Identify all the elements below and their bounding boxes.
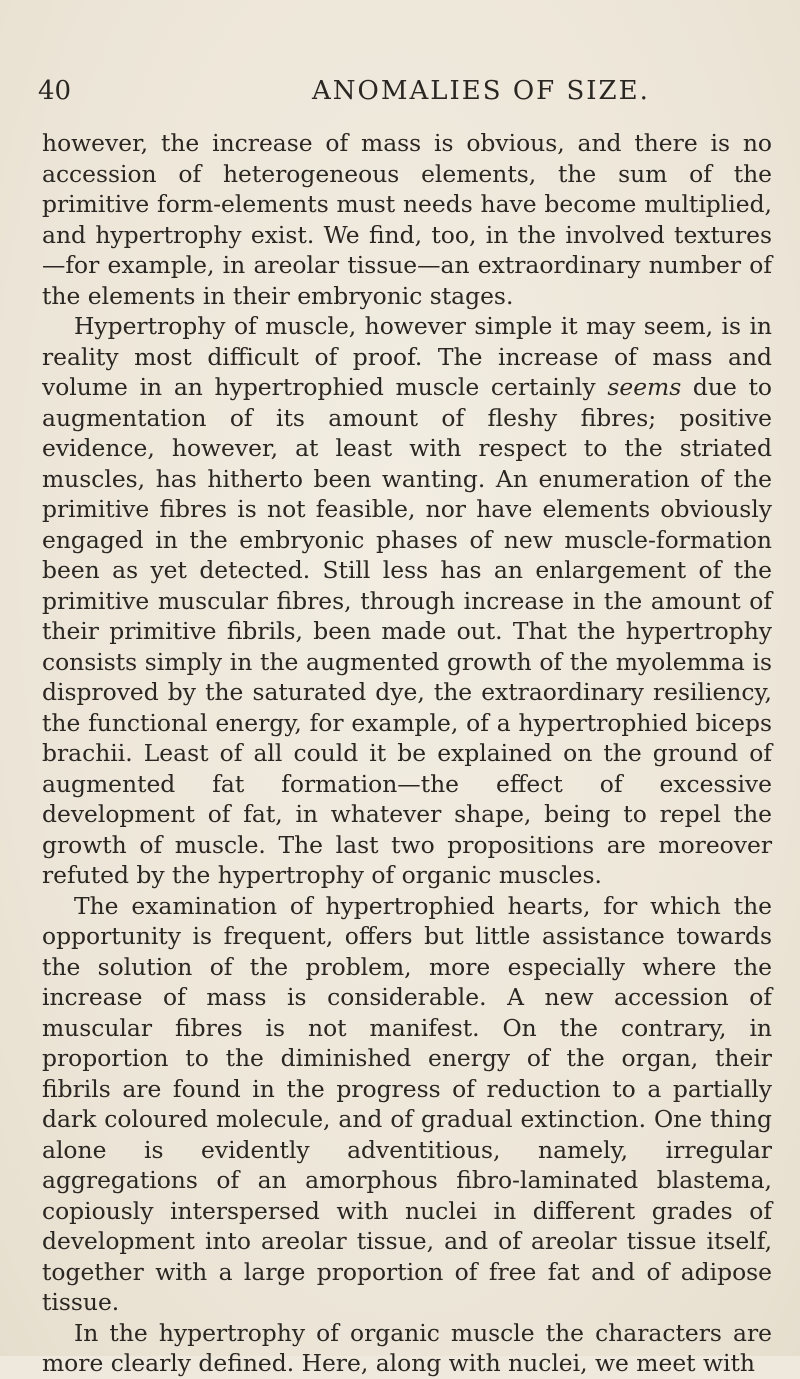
paragraph-2-start: Hypertrophy of muscle, however simple it may seem, is in reality most difficult of proof. The increase of mass and volume in an hypertrophied muscle certainly <box>42 312 772 401</box>
paragraph-2-emphasis: seems <box>607 373 682 401</box>
paragraph-4: In the hypertrophy of organic muscle the characters are more clearly defined. Here, along with nuclei, we meet with <box>42 1318 772 1377</box>
paragraph-2-rest: due to augmentation of its amount of fleshy fibres; positive evidence, however, at least with respect to the striated muscles, has hitherto been wanting. An enumeration of the primitive fibres is not feasible, nor have elements obviously engaged in the embryonic phases of new muscle-formation been as yet detected. Still less has an enlargement of the primitive muscular fibres, through increase in the amount of their primitive fibrils, been made out. That the hypertrophy consists simply in the augmented growth of the myolemma is disproved by the saturated dye, the extraordinary resiliency, the functional energy, for example, of a hypertrophied biceps brachii. Least of all could it be explained on the ground of augmented fat formation—the effect of excessive development of fat, in whatever shape, being to repel the growth of muscle. The last two propositions are moreover refuted by the hypertrophy of organic muscles. <box>42 373 773 889</box>
page-header <box>0 76 800 116</box>
page-number: 40 <box>38 76 72 106</box>
paragraph-2 <box>42 311 772 891</box>
body-text <box>42 128 772 1379</box>
paragraph-1: however, the increase of mass is obvious, and there is no accession of heterogeneous elements, the sum of the primitive form-elements must needs have become multiplied, and hypertrophy exist. We find, too, in the involved textures—for example, in areolar tissue—an extraordinary number of the elements in their embryonic stages. <box>42 129 772 310</box>
paragraph-3: The examination of hypertrophied hearts, for which the opportunity is frequent, offers but little assistance towards the solution of the problem, more especially where the increase of mass is considerable. A new accession of muscular fibres is not manifest. On the contrary, in proportion to the diminished energy of the organ, their fibrils are found in the progress of reduction to a partially dark coloured molecule, and of gradual extinction. One thing alone is evidently adventitious, namely, irregular aggregations of an amorphous fibro-laminated blastema, copiously interspersed with nuclei in different grades of development into areolar tissue, and of areolar tissue itself, together with a large proportion of free fat and of adipose tissue. <box>42 891 772 1316</box>
running-title: ANOMALIES OF SIZE. <box>312 76 650 106</box>
